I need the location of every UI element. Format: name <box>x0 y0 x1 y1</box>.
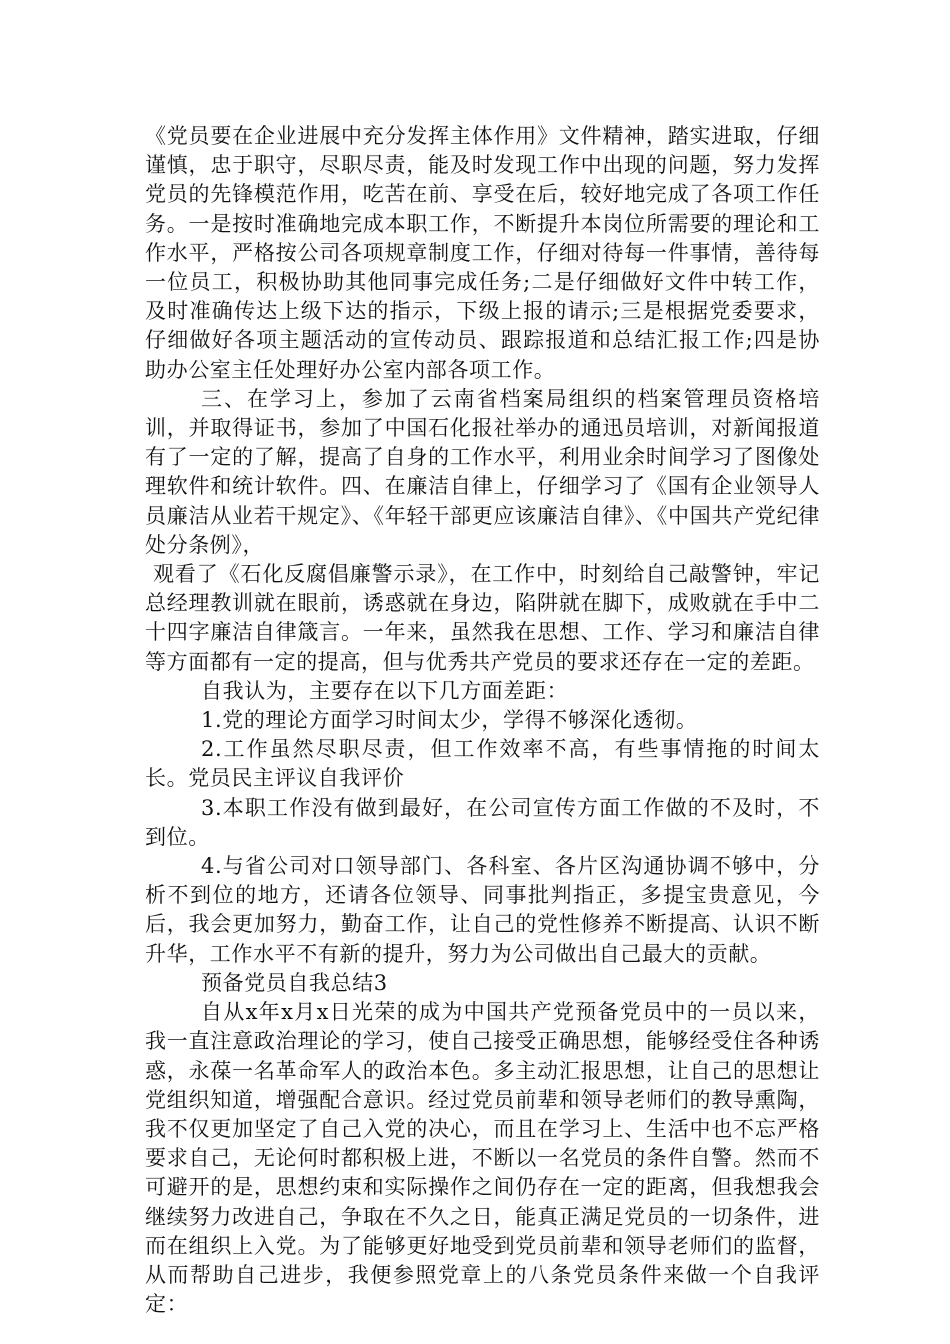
paragraph-warning-film: 观看了《石化反腐倡廉警示录》，在工作中，时刻给自己敲警钟，牢记总经理教训就在眼前，诱惑就在身边，陷阱就在脚下，成败就在手中二十四字廉洁自律箴言。一年来，虽然我在思想、工作、学习和廉洁自律等方面都有一定的提高，但与优秀共产党员的要求还存在一定的差距。 <box>145 562 820 674</box>
paragraph-work-duties: 《党员要在企业进展中充分发挥主体作用》文件精神，踏实进取，仔细谨慎，忠于职守，尽职尽责，能及时发现工作中出现的问题，努力发挥党员的先锋模范作用，吃苦在前、享受在后，较好地完成了各项工作任务。一是按时准确地完成本职工作，不断提升本岗位所需要的理论和工作水平，严格按公司各项规章制度工作，仔细对待每一件事情，善待每一位员工，积极协助其他同事完成任务;二是仔细做好文件中转工作，及时准确传达上级下达的指示，下级上报的请示;三是根据党委要求，仔细做好各项主题活动的宣传动员、跟踪报道和总结汇报工作;四是协助办公室主任处理好办公室内部各项工作。 <box>145 124 820 382</box>
list-item-gap-4: 4.与省公司对口领导部门、各科室、各片区沟通协调不够中，分析不到位的地方，还请各位领导、同事批判指正，多提宝贵意见，今后，我会更加努力，勤奋工作，让自己的党性修养不断提高、认识不断升华，工作水平不有新的提升，努力为公司做出自己最大的贡献。 <box>145 854 820 966</box>
list-item-gap-2: 2.工作虽然尽职尽责，但工作效率不高，有些事情拖的时间太长。党员民主评议自我评价 <box>145 737 820 791</box>
paragraph-study-integrity: 三、在学习上，参加了云南省档案局组织的档案管理员资格培训，并取得证书，参加了中国石化报社举办的通迅员培训，对新闻报道有了一定的了解，提高了自身的工作水平，利用业余时间学习了图像处理软件和统计软件。四、在廉洁自律上，仔细学习了《国有企业领导人员廉洁从业若干规定》、《年轻干部更应该廉洁自律》、《中国共产党纪律处分条例》， <box>145 386 820 557</box>
document-body <box>145 122 820 1319</box>
section-heading: 预备党员自我总结3 <box>201 970 388 995</box>
list-item-gap-3: 3.本职工作没有做到最好，在公司宣传方面工作做的不及时，不到位。 <box>145 795 820 849</box>
list-item-gap-1: 1.党的理论方面学习时间太少，学得不够深化透彻。 <box>201 708 698 733</box>
paragraph-self-summary: 自从x年x月x日光荣的成为中国共产党预备党员中的一员以来，我一直注意政治理论的学习，使自己接受正确思想，能够经受住各种诱惑，永葆一名革命军人的政治本色。多主动汇报思想，让自己的思想让党组织知道，增强配合意识。经过党员前辈和领导老师们的教导熏陶，我不仅更加坚定了自己入党的决心，而且在学习上、生活中也不忘严格要求自己，无论何时都积极上进，不断以一名党员的条件自警。然而不可避开的是，思想约束和实际操作之间仍存在一定的距离，但我想我会继续努力改进自己，争取在不久之日，能真正满足党员的一切条件，进而在组织上入党。为了能够更好地受到党员前辈和领导老师们的监督，从而帮助自己进步，我便参照党章上的八条党员条件来做一个自我评定： <box>145 1000 820 1317</box>
paragraph-gaps-intro: 自我认为，主要存在以下几方面差距： <box>201 678 569 703</box>
